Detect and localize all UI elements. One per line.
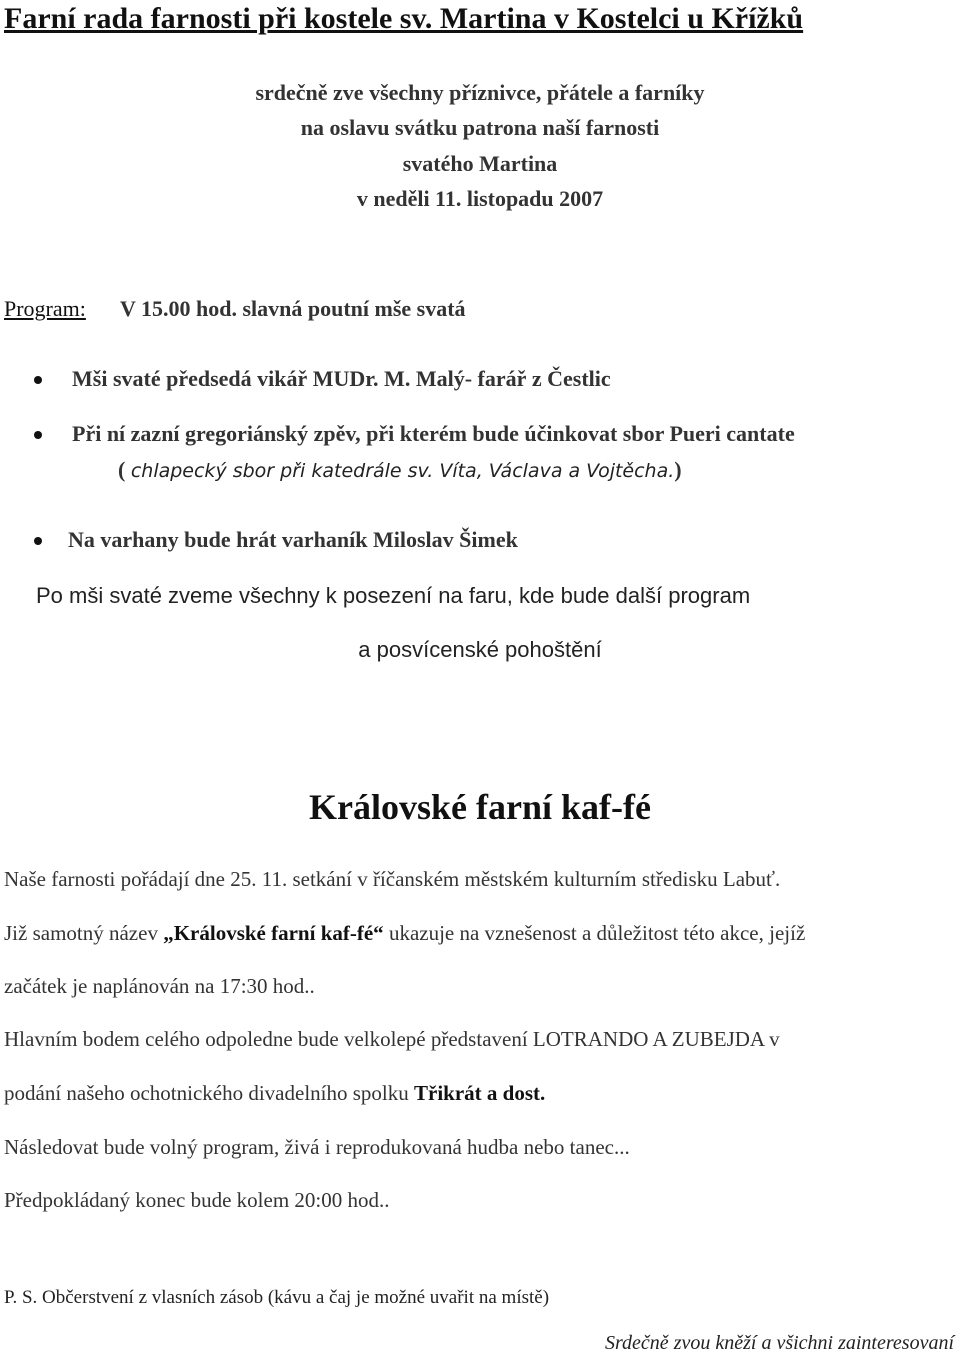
- event-name: „Královské farní kaf-fé“: [163, 921, 384, 945]
- invitation-line: srdečně zve všechny příznivce, přátele a farníky: [255, 80, 705, 105]
- program-label: Program:: [4, 296, 86, 321]
- choir-note-text: chlapecký sbor při katedrále sv. Víta, Václava a Vojtěcha.: [130, 460, 675, 482]
- choir-note-open: (: [118, 457, 131, 482]
- bullet-icon: [34, 376, 42, 384]
- paragraph: [4, 921, 956, 946]
- invitation-line: na oslavu svátku patrona naší farnosti: [300, 115, 660, 140]
- program-bullet-item: Mši svaté předsedá vikář MUDr. M. Malý- farář z Čestlic: [72, 366, 611, 391]
- bullet-icon: [34, 537, 42, 545]
- signature: Srdečně zvou kněží a všichni zainteresovaní: [605, 1332, 954, 1354]
- program-main-event: V 15.00 hod. slavná poutní mše svatá: [120, 296, 466, 321]
- paragraph: začátek je naplánován na 17:30 hod..: [4, 974, 315, 998]
- page-title: Farní rada farnosti při kostele sv. Martina v Kostelci u Křížků: [4, 2, 804, 35]
- bullet-icon: [34, 431, 42, 439]
- paragraph-text: ukazuje na vznešenost a důležitost této akce, jejíž: [383, 921, 806, 945]
- after-mass-line: Po mši svaté zveme všechny k posezení na faru, kde bude další program: [36, 583, 751, 608]
- troupe-name: Třikrát a dost.: [414, 1081, 546, 1105]
- section-heading: Královské farní kaf-fé: [309, 787, 651, 827]
- paragraph-text: Již samotný název: [4, 921, 164, 945]
- choir-note: [118, 457, 682, 483]
- program-bullet-item: Při ní zazní gregoriánský zpěv, při kterém bude účinkovat sbor Pueri cantate: [72, 421, 795, 446]
- paragraph: Naše farnosti pořádají dne 25. 11. setkání v říčanském městském kulturním středisku Labuť.: [4, 867, 781, 891]
- paragraph: Hlavním bodem celého odpoledne bude velkolepé představení LOTRANDO A ZUBEJDA v: [4, 1027, 780, 1051]
- paragraph: Následovat bude volný program, živá i reprodukovaná hudba nebo tanec...: [4, 1135, 630, 1159]
- paragraph: [4, 1081, 545, 1106]
- paragraph: Předpokládaný konec bude kolem 20:00 hod..: [4, 1188, 390, 1212]
- postscript: P. S. Občerstvení z vlasních zásob (kávu a čaj je možné uvařit na místě): [4, 1287, 550, 1308]
- program-bullet-item: Na varhany bude hrát varhaník Miloslav Šimek: [68, 527, 518, 552]
- after-mass-line: a posvícenské pohoštění: [358, 637, 602, 662]
- invitation-line: svatého Martina: [402, 151, 558, 176]
- paragraph-text: podání našeho ochotnického divadelního spolku: [4, 1081, 415, 1105]
- choir-note-close: ): [674, 457, 682, 482]
- invitation-date: v neděli 11. listopadu 2007: [356, 186, 604, 211]
